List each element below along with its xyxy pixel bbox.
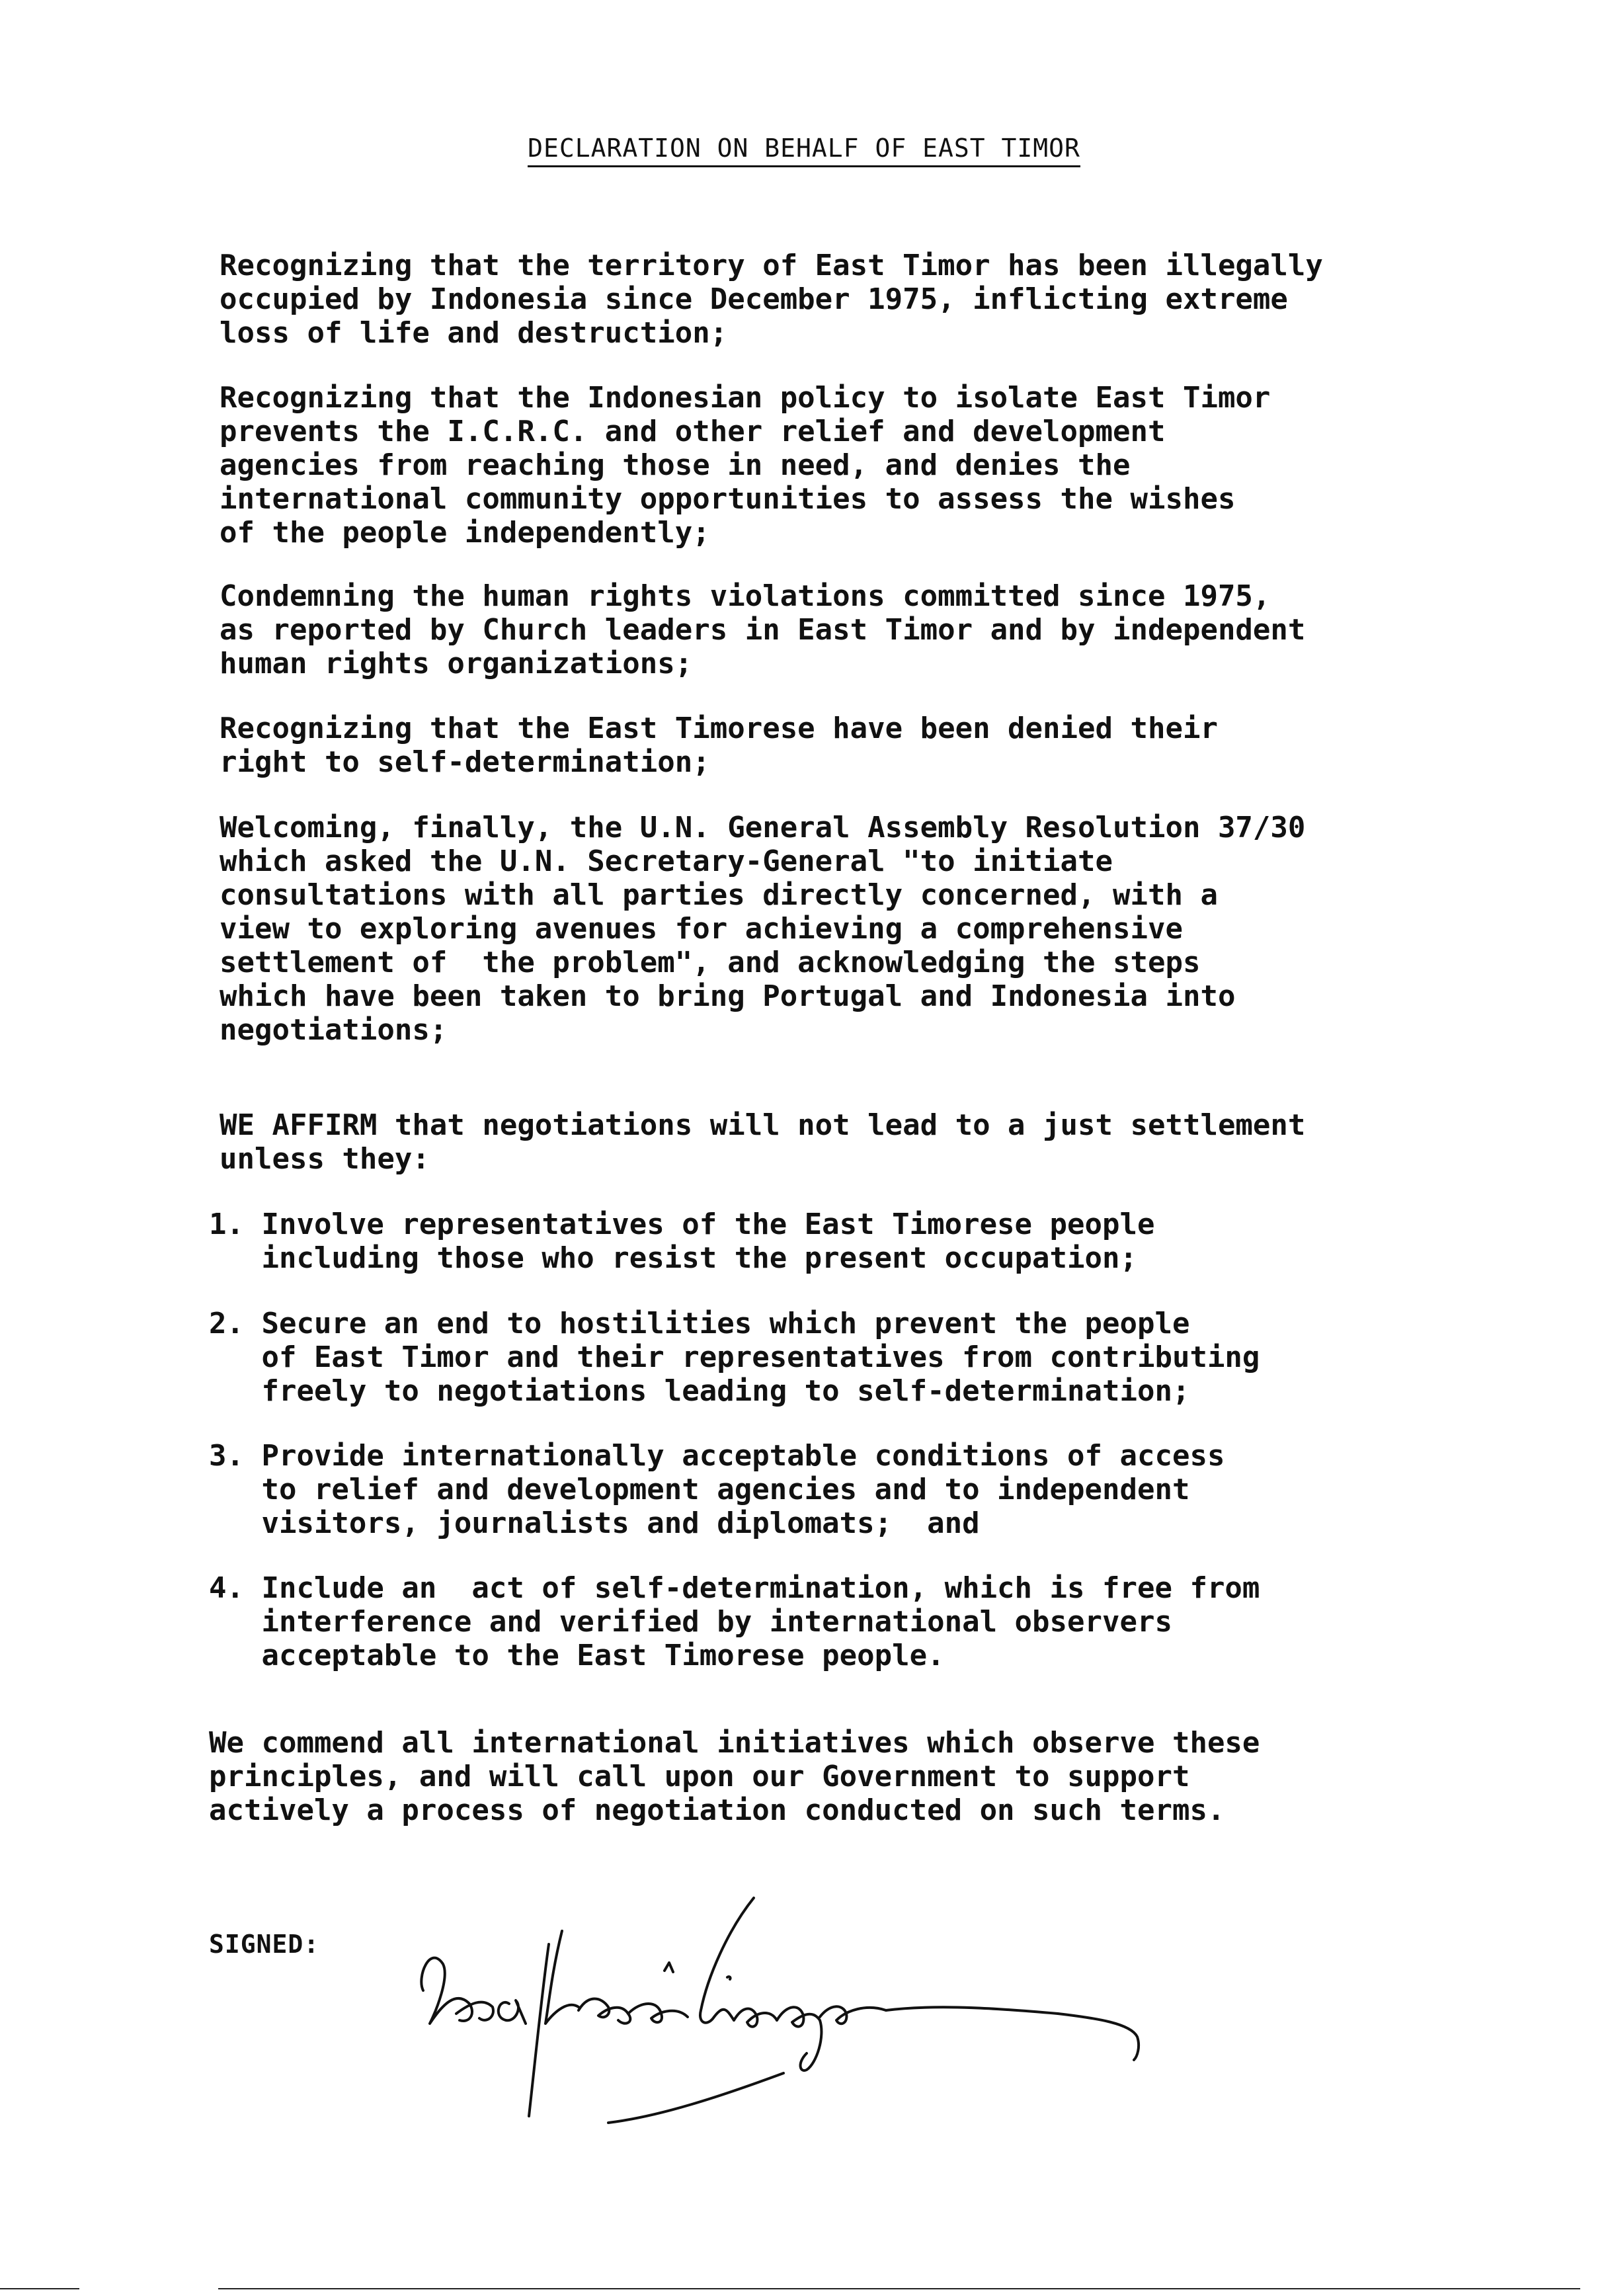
preamble-paragraph-4: Recognizing that the East Timorese have been denied their right to self-determination; xyxy=(220,712,1218,779)
condition-item-3: 3. Provide internationally acceptable conditions of access to relief and development agencies and to independent visitors, journalists and diplomats; and xyxy=(209,1439,1225,1540)
preamble-paragraph-2: Recognizing that the Indonesian policy to isolate East Timor prevents the I.C.R.C. and other relief and development agencies from reaching those in need, and denies the international community opportunities to assess the wishes of the people independently; xyxy=(220,381,1271,550)
condition-item-2: 2. Secure an end to hostilities which prevent the people of East Timor and their representatives from contributing freely to negotiations leading to self-determination; xyxy=(209,1307,1260,1408)
preamble-paragraph-3: Condemning the human rights violations committed since 1975, as reported by Church leaders in East Timor and by independent human rights organizations; xyxy=(220,579,1306,680)
closing-paragraph: We commend all international initiatives which observe these principles, and will call upon our Government to support actively a process of negotiation conducted on such terms. xyxy=(209,1726,1260,1827)
handwritten-signature xyxy=(410,1845,1217,2136)
preamble-paragraph-5: Welcoming, finally, the U.N. General Assembly Resolution 37/30 which asked the U.N. Secretary-General "to initiate consultations with all parties directly concerned, with a view to exploring avenues for achieving a comprehensive settlement of the problem", and acknowledging the steps which have been taken to bring Portugal and Indonesia into negotiations; xyxy=(220,811,1306,1047)
condition-item-4: 4. Include an act of self-determination, which is free from interference and verified by international observers acceptable to the East Timorese people. xyxy=(209,1571,1260,1672)
page-edge-line-left xyxy=(0,2288,79,2289)
condition-item-1: 1. Involve representatives of the East Timorese people including those who resist the present occupation; xyxy=(209,1208,1155,1275)
affirm-paragraph: WE AFFIRM that negotiations will not lead to a just settlement unless they: xyxy=(220,1108,1306,1176)
signed-label: SIGNED: xyxy=(209,1930,320,1959)
document-title-text: DECLARATION ON BEHALF OF EAST TIMOR xyxy=(528,134,1080,167)
preamble-paragraph-1: Recognizing that the territory of East Timor has been illegally occupied by Indonesia since December 1975, inflicting extreme loss of life and destruction; xyxy=(220,249,1323,350)
document-title xyxy=(0,132,1608,164)
page-edge-line-right xyxy=(218,2288,1580,2289)
